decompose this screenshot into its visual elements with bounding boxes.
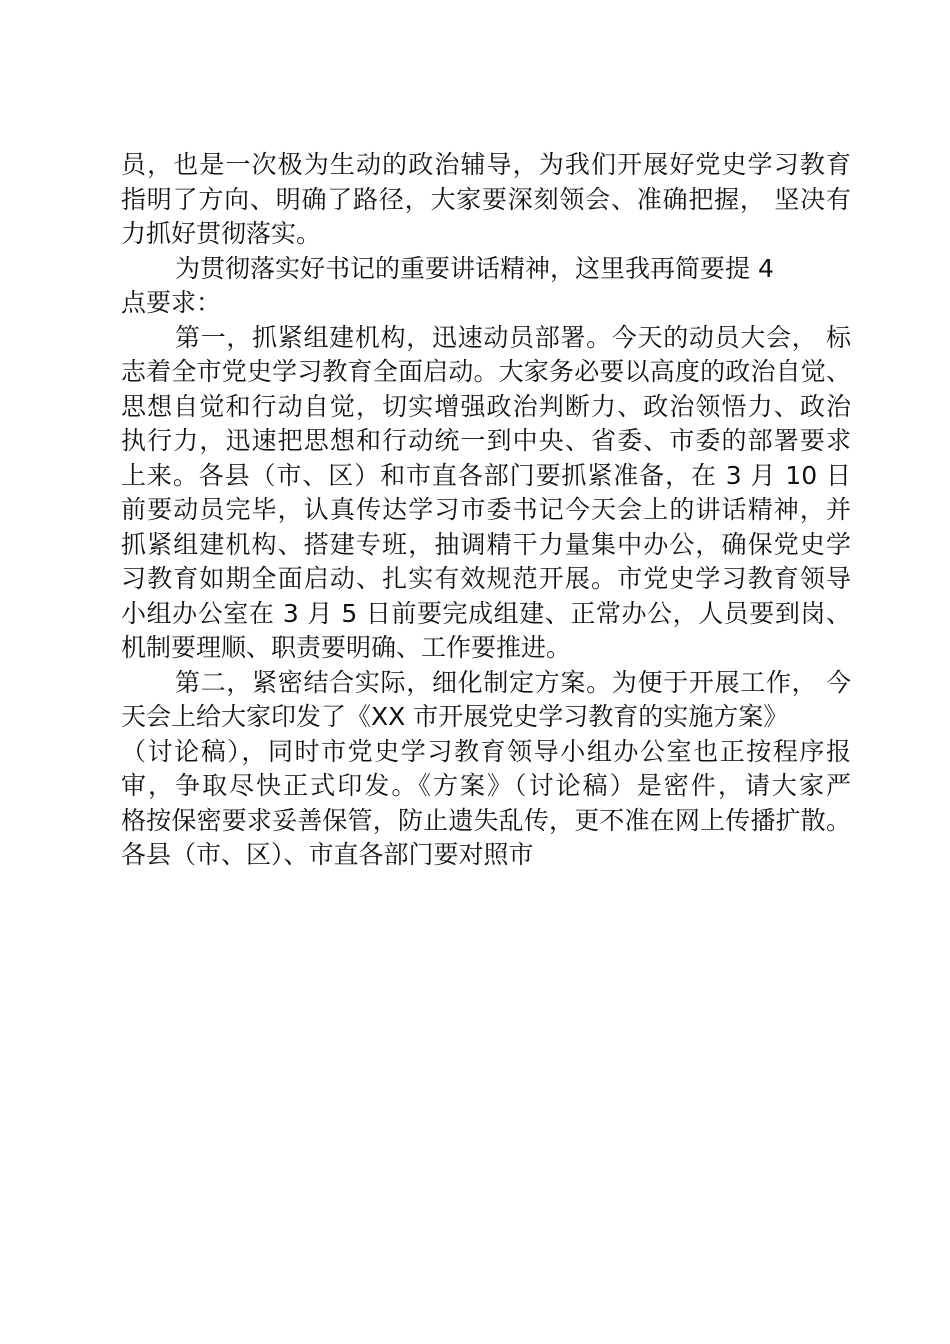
text-line: 力抓好贯彻落实。 <box>121 219 322 248</box>
text-line: 各县（市、区）、市直各部门要对照市 <box>121 840 534 869</box>
text-line: 抓紧组建机构、搭建专班，抽调精干力量集中办公，确保党史学 <box>121 529 851 559</box>
text-line: 思想自觉和行动自觉，切实增强政治判断力、政治领悟力、政治 <box>121 391 851 421</box>
text-line: 第一，抓紧组建机构，迅速动员部署。今天的动员大会， 标 <box>175 322 851 352</box>
text-line: （讨论稿），同时市党史学习教育领导小组办公室也正按程序报 <box>121 736 851 766</box>
text-line: 执行力，迅速把思想和行动统一到中央、省委、市委的部署要求 <box>121 426 851 455</box>
text-line: 前要动员完毕，认真传达学习市委书记今天会上的讲话精神，并 <box>121 495 851 524</box>
text-line: 天会上给大家印发了《XX 市开展党史学习教育的实施方案》 <box>121 702 789 731</box>
text-line: 习教育如期全面启动、扎实有效规范开展。市党史学习教育领导 <box>121 564 851 593</box>
text-line: 上来。各县（市、区）和市直各部门要抓紧准备，在 3 月 10 日 <box>121 460 851 490</box>
text-line: 格按保密要求妥善保管，防止遗失乱传，更不准在网上传播扩散。 <box>121 805 851 835</box>
text-line: 员，也是一次极为生动的政治辅导，为我们开展好党史学习教育 <box>121 150 851 179</box>
text-line: 志着全市党史学习教育全面启动。大家务必要以高度的政治自觉、 <box>121 357 851 386</box>
body-text <box>121 148 851 873</box>
text-line: 小组办公室在 3 月 5 日前要完成组建、正常办公，人员要到岗、 <box>121 598 851 628</box>
text-line: 为贯彻落实好书记的重要讲话精神，这里我再简要提 4 <box>175 253 774 283</box>
text-line: 点要求： <box>121 288 222 317</box>
text-line: 审，争取尽快正式印发。《方案》（讨论稿）是密件，请大家严 <box>121 771 851 800</box>
text-line: 机制要理顺、职责要明确、工作要推进。 <box>121 633 572 662</box>
text-line: 第二，紧密结合实际，细化制定方案。为便于开展工作， 今 <box>175 667 851 697</box>
text-line: 指明了方向、明确了路径，大家要深刻领会、准确把握， 坚决有 <box>121 184 851 214</box>
